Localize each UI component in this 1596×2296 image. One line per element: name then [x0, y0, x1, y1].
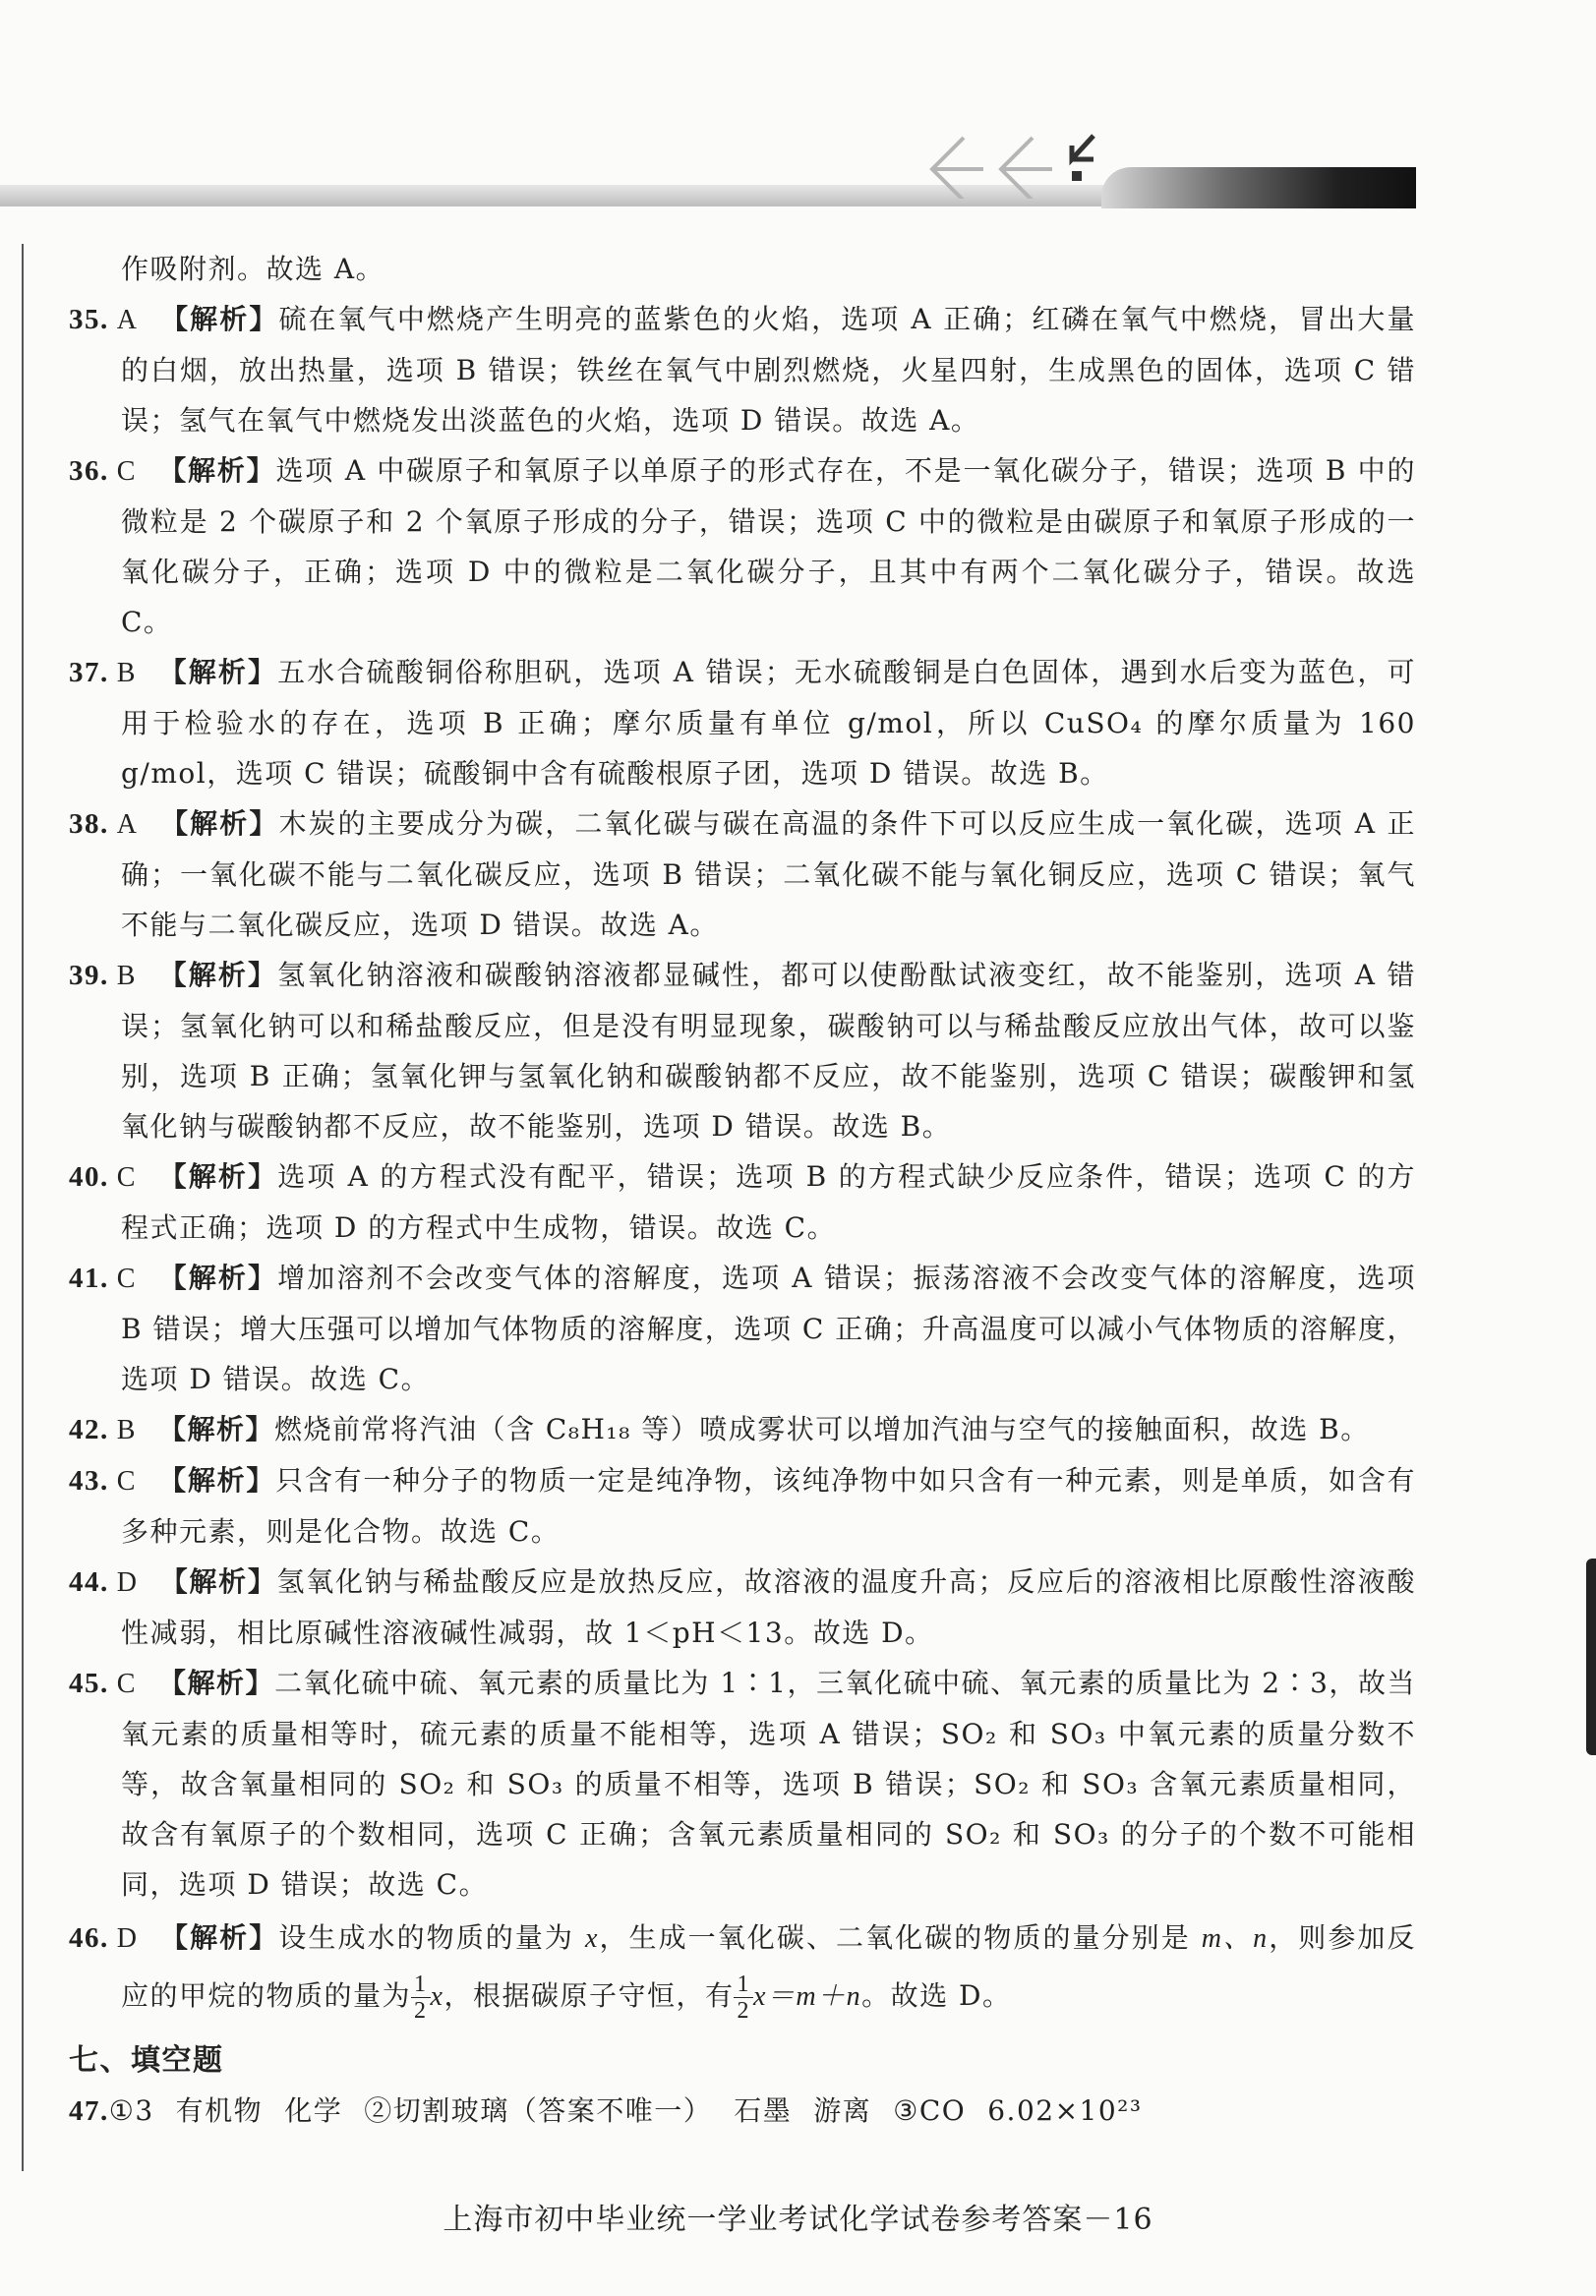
item-answer: C — [116, 1264, 137, 1294]
item-text: 硫在氧气中燃烧产生明亮的蓝紫色的火焰，选项 A 正确；红磷在氧气中燃烧，冒出大量的白烟，放出热量，选项 B 错误；铁丝在氧气中剧烈燃烧，火星四射，生成黑色的固体，选项 C 错误；氢气在氧气中燃烧发出淡蓝色的火焰，选项 D 错误。故选 A。 — [121, 303, 1416, 437]
analysis-tag: 【解析】 — [157, 959, 278, 991]
item-answer: B — [116, 658, 137, 688]
analysis-tag: 【解析】 — [157, 1413, 274, 1445]
intro-text: 作吸附剂。故选 A。 — [121, 253, 385, 285]
answer-list — [69, 294, 1416, 1910]
fraction-numerator: 1 — [734, 1972, 753, 1998]
analysis-tag: 【解析】 — [157, 1160, 278, 1193]
analysis-tag: 【解析】 — [157, 1262, 278, 1294]
item-answer: B — [116, 1415, 137, 1445]
item-number: 43. — [69, 1465, 109, 1497]
item-text: 氢氧化钠溶液和碳酸钠溶液都显碱性，都可以使酚酞试液变红，故不能鉴别，选项 A 错误；氢氧化钠可以和稀盐酸反应，但是没有明显现象，碳酸钠可以与稀盐酸反应放出气体，故可以鉴别，选项 B 正确；氢氧化钾与氢氧化钠和碳酸钠都不反应，故不能鉴别，选项 C 错误；碳酸钾和氢氧化钠与碳酸钠都不反应，故不能鉴别，选项 D 错误。故选 B。 — [121, 959, 1416, 1143]
answer-item — [69, 647, 1416, 798]
item-number: 41. — [69, 1263, 109, 1294]
analysis-tag: 【解析】 — [157, 656, 278, 688]
item-answer: C — [116, 1669, 137, 1699]
item-number: 46. — [69, 1922, 109, 1954]
item-text: 选项 A 中碳原子和氧原子以单原子的形式存在，不是一氧化碳分子，错误；选项 B 中的微粒是 2 个碳原子和 2 个氧原子形成的分子，错误；选项 C 中的微粒是由碳原子和氧原子形成的一氧化碳分子，正确；选项 D 中的微粒是二氧化碳分子，且其中有两个二氧化碳分子，错误。故选 C。 — [121, 454, 1416, 638]
answer-item — [69, 950, 1416, 1151]
var-x: x — [584, 1923, 599, 1954]
item-answer: D — [116, 1567, 139, 1598]
item-answer: A — [116, 809, 139, 840]
item-text: 二氧化硫中硫、氧元素的质量比为 1∶1，三氧化硫中硫、氧元素的质量比为 2∶3，故当氧元素的质量相等时，硫元素的质量不能相等，选项 A 错误；SO₂ 和 SO₃ 中氧元素的质量分数不等，故含氧量相同的 SO₂ 和 SO₃ 的质量不相等，选项 B 错误；SO₂ 和 SO₃ 含氧元素质量相同，故含有氧原子的个数相同，选项 C 正确；含氧元素质量相同的 SO₂ 和 SO₃ 的分子的个数不可能相同，选项 D 错误；故选 C。 — [121, 1667, 1416, 1901]
fill-answer: ②切割玻璃（答案不唯一） — [364, 2094, 713, 2127]
answer-item — [69, 1557, 1416, 1658]
page-footer: 上海市初中毕业统一学业考试化学试卷参考答案－16 — [443, 2203, 1153, 2237]
fill-answer: 化学 — [284, 2094, 343, 2127]
header-band-dark — [1101, 167, 1416, 208]
item-number: 37. — [69, 657, 109, 688]
answer-item — [69, 1404, 1416, 1455]
fraction-denominator: 2 — [414, 1998, 428, 2024]
item-answer: D — [116, 1923, 139, 1954]
item-number: 42. — [69, 1414, 109, 1445]
page-edge-mark — [1586, 1559, 1596, 1755]
item-text: ，根据碳原子守恒，有 — [443, 1979, 735, 2012]
intro-line — [69, 244, 1416, 294]
answer-item — [69, 1455, 1416, 1557]
item-answer: A — [116, 305, 139, 335]
item-text: 燃烧前常将汽油（含 C₈H₁₈ 等）喷成雾状可以增加汽油与空气的接触面积，故选 B。 — [273, 1413, 1370, 1445]
item-answer: C — [116, 1162, 137, 1193]
item-number: 38. — [69, 808, 109, 840]
fill-answer: ①3 — [108, 2094, 154, 2127]
fill-answer: 有机物 — [175, 2094, 264, 2127]
item-number: 47. — [69, 2095, 109, 2127]
item-number: 39. — [69, 960, 109, 991]
item-text: ，则参加反应的甲烷的物质的量为 — [121, 1921, 1416, 2012]
analysis-tag: 【解析】 — [159, 1565, 277, 1598]
item-answer: B — [116, 961, 137, 991]
fraction — [734, 1972, 753, 2024]
item-text: 木炭的主要成分为碳，二氧化碳与碳在高温的条件下可以反应生成一氧化碳，选项 A 正确；一氧化碳不能与二氧化碳反应，选项 B 错误；二氧化碳不能与氧化铜反应，选项 C 错误；氧气不能与二氧化碳反应，选项 D 错误。故选 A。 — [121, 807, 1416, 941]
answer-item — [69, 1253, 1416, 1404]
analysis-tag: 【解析】 — [159, 303, 279, 335]
answer-item-46 — [69, 1910, 1416, 2026]
item-text: 增加溶剂不会改变气体的溶解度，选项 A 错误；振荡溶液不会改变气体的溶解度，选项 B 错误；增大压强可以增加气体物质的溶解度，选项 C 正确；升高温度可以减小气体物质的溶解度，选项 D 错误。故选 C。 — [121, 1262, 1416, 1395]
fill-answer: 游离 — [813, 2094, 872, 2127]
item-number: 40. — [69, 1161, 109, 1193]
item-text: 氢氧化钠与稀盐酸反应是放热反应，故溶液的温度升高；反应后的溶液相比原酸性溶液酸性减弱，相比原碱性溶液碱性减弱，故 1＜pH＜13。故选 D。 — [121, 1565, 1416, 1649]
fraction — [411, 1972, 431, 2024]
item-number: 35. — [69, 304, 109, 335]
analysis-tag: 【解析】 — [157, 1464, 276, 1497]
item-text: 五水合硫酸铜俗称胆矾，选项 A 错误；无水硫酸铜是白色固体，遇到水后变为蓝色，可用于检验水的存在，选项 B 正确；摩尔质量有单位 g/mol，所以 CuSO₄ 的摩尔质量为 160 g/mol，选项 C 错误；硫酸铜中含有硫酸根原子团，选项 D 错误。故选 B。 — [121, 656, 1416, 790]
answer-content — [69, 244, 1416, 2137]
item-text: 。故选 D。 — [861, 1979, 1012, 2012]
fill-answer: 6.02×10²³ — [987, 2094, 1143, 2127]
answer-item — [69, 1658, 1416, 1910]
item-number: 36. — [69, 455, 109, 487]
item-text: 只含有一种分子的物质一定是纯净物，该纯净物中如只含有一种元素，则是单质，如含有多种元素，则是化合物。故选 C。 — [121, 1464, 1416, 1548]
item-text: 设生成水的物质的量为 — [278, 1921, 585, 1954]
left-margin-rule — [22, 244, 24, 2171]
answer-item — [69, 445, 1416, 647]
answer-item-47 — [69, 2086, 1416, 2137]
fill-answer: ③CO — [893, 2094, 967, 2127]
var-mn: m、n — [1201, 1923, 1269, 1954]
fraction-denominator: 2 — [737, 1998, 750, 2024]
item-answer: C — [116, 1466, 137, 1497]
item-text: 选项 A 的方程式没有配平，错误；选项 B 的方程式缺少反应条件，错误；选项 C 的方程式正确；选项 D 的方程式中生成物，错误。故选 C。 — [121, 1160, 1416, 1244]
fill-answer: 石墨 — [734, 2094, 793, 2127]
answer-item — [69, 798, 1416, 950]
item-text: ，生成一氧化碳、二氧化碳的物质的量分别是 — [598, 1921, 1202, 1954]
var-x: x — [430, 1981, 444, 2012]
fraction-numerator: 1 — [411, 1972, 431, 1998]
answer-item — [69, 1151, 1416, 1253]
analysis-tag: 【解析】 — [157, 1667, 275, 1699]
equation-right: ＝m＋n — [766, 1981, 862, 2012]
item-number: 45. — [69, 1668, 109, 1699]
header-arrows-icon — [924, 120, 1121, 199]
item-answer: C — [116, 456, 137, 487]
section-title: 七、填空题 — [69, 2043, 224, 2078]
analysis-tag: 【解析】 — [159, 807, 279, 840]
answer-item — [69, 294, 1416, 445]
analysis-tag: 【解析】 — [159, 1921, 279, 1954]
var-x: x — [752, 1981, 767, 2012]
item-number: 44. — [69, 1566, 109, 1598]
analysis-tag: 【解析】 — [157, 454, 276, 487]
